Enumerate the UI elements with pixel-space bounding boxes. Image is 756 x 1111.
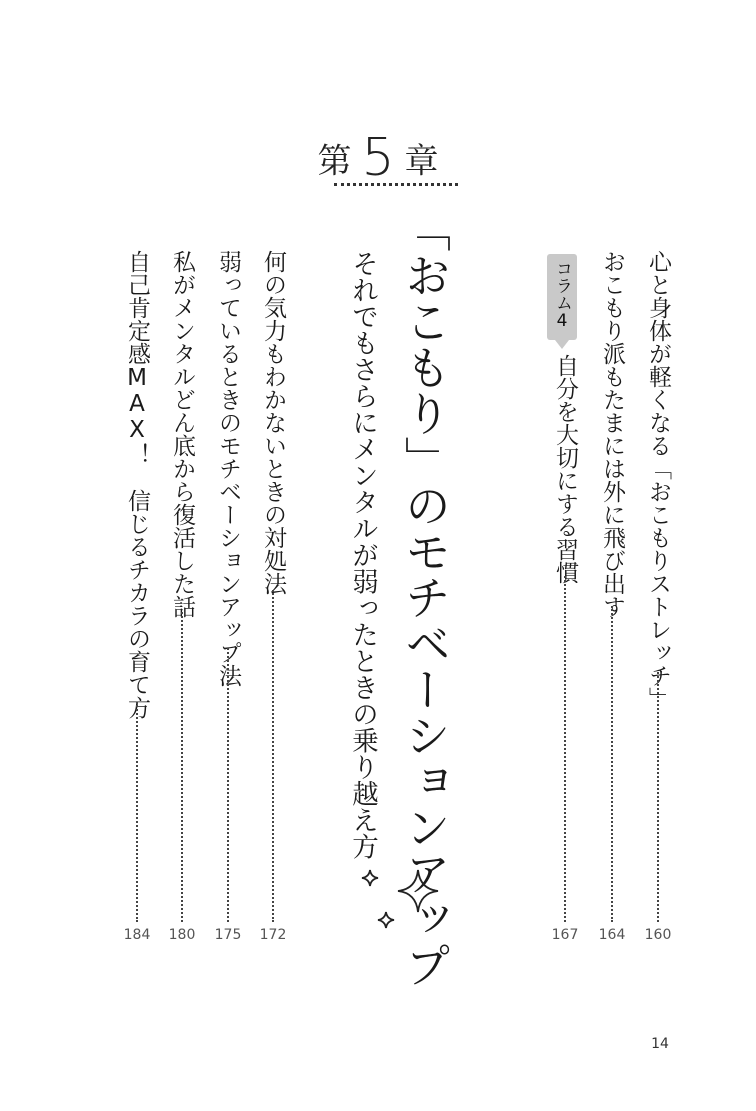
sparkle-small-icon	[362, 870, 378, 886]
leader-dots	[227, 648, 229, 922]
chapter-title: 「おこもり」のモチベーションアップ	[398, 206, 452, 988]
toc-entry-title: 何の気力もわかないときの対処法	[260, 250, 286, 595]
sparkle-large-icon	[398, 870, 438, 912]
chapter-number: 5	[361, 128, 395, 188]
toc-entry-page: 180	[168, 927, 196, 943]
toc-entry-page: 167	[551, 927, 579, 943]
chapter-suffix: 章	[404, 141, 439, 182]
toc-entry[interactable]	[167, 250, 197, 922]
toc-entry-title: 弱っているときのモチベーションアップ法	[215, 250, 241, 687]
toc-entry-title: 私がメンタルどん底から復活した話	[169, 250, 195, 618]
toc-entry-page: 172	[259, 927, 287, 943]
toc-entry[interactable]	[258, 250, 288, 922]
toc-entry-page: 175	[214, 927, 242, 943]
leader-dots	[657, 672, 659, 922]
leader-dots	[136, 702, 138, 922]
dotted-divider	[334, 183, 458, 186]
leader-dots	[181, 612, 183, 922]
leader-dots	[564, 576, 566, 922]
chapter-heading	[0, 128, 756, 188]
toc-entry[interactable]	[213, 250, 243, 922]
toc-entry-page: 184	[123, 927, 151, 943]
sparkle-icons	[356, 860, 446, 940]
column-tag	[547, 254, 577, 340]
toc-entry-title: 自己肯定感MAX！ 信じるチカラの育て方	[124, 250, 150, 719]
toc-entry-title: 自分を大切にする習慣	[552, 354, 578, 584]
toc-entry-page: 160	[644, 927, 672, 943]
toc-entry-title: 心と身体が軽くなる「おこもりストレッチ」	[645, 250, 671, 710]
toc-entry[interactable]	[122, 250, 152, 922]
toc-entry-page: 164	[598, 927, 626, 943]
chapter-subtitle: それでもさらにメンタルが弱ったときの乗り越え方	[347, 250, 378, 860]
column-tag-label: コラム4	[552, 260, 572, 331]
toc-entry[interactable]	[643, 250, 673, 922]
page-number: 14	[651, 1036, 669, 1052]
toc-entry[interactable]	[597, 250, 627, 922]
sparkle-small-icon	[378, 912, 394, 928]
toc-entry[interactable]	[550, 354, 580, 922]
chapter-prefix: 第	[317, 141, 352, 182]
leader-dots	[611, 606, 613, 922]
toc-entry-title: おこもり派もたまには外に飛び出す	[599, 250, 625, 618]
column-tag-pointer	[555, 340, 569, 349]
leader-dots	[272, 590, 274, 922]
